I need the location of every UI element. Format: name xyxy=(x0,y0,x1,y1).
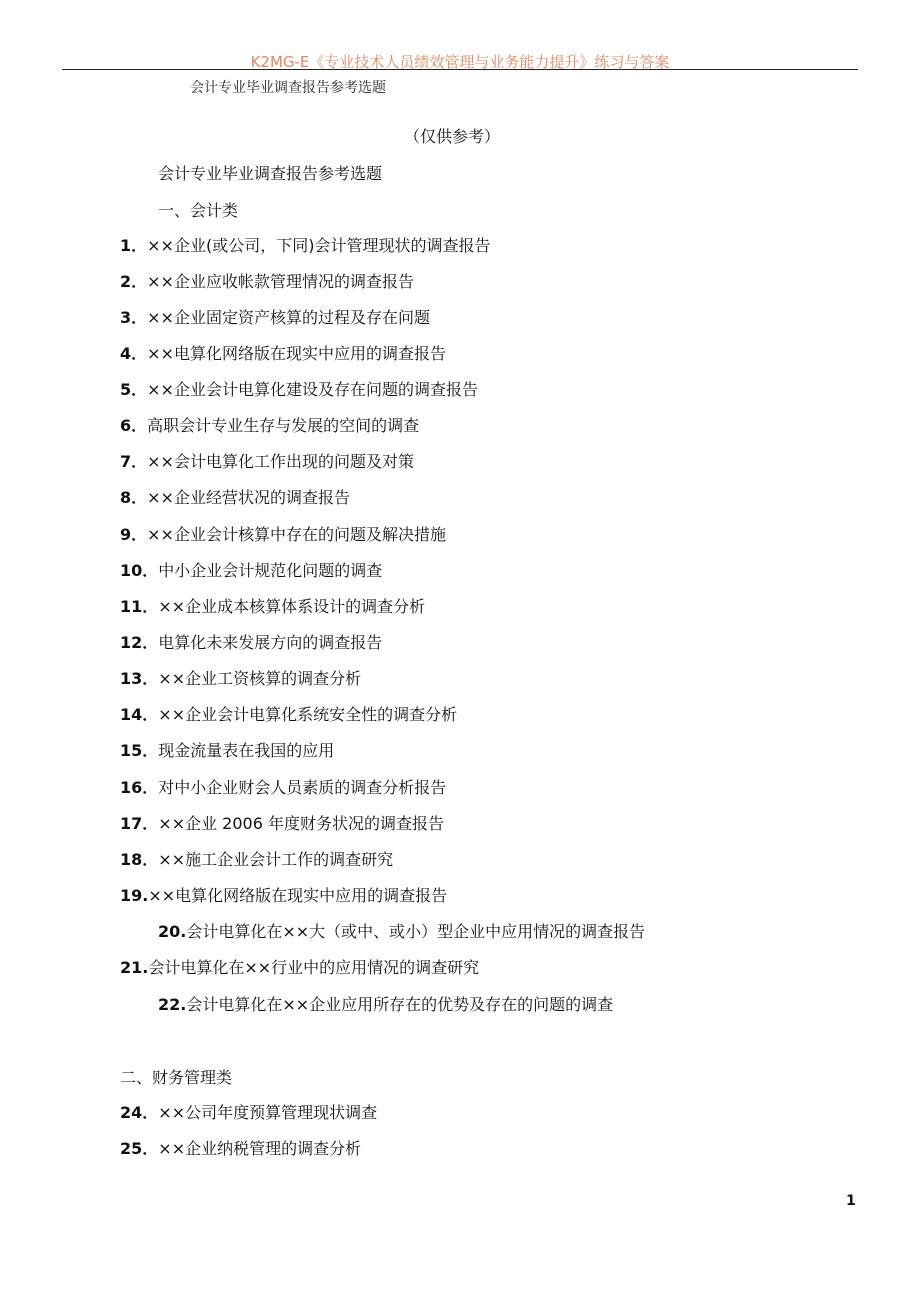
list-item: 8．××企业经营状况的调查报告 xyxy=(120,488,350,507)
list-item: 5．××企业会计电算化建设及存在问题的调查报告 xyxy=(120,380,478,399)
list-item: 20.会计电算化在××大（或中、或小）型企业中应用情况的调查报告 xyxy=(158,922,646,941)
list-item: 6．高职会计专业生存与发展的空间的调查 xyxy=(120,416,420,435)
section-heading-financial-management: 二、财务管理类 xyxy=(120,1068,233,1087)
list-item: 18．××施工企业会计工作的调查研究 xyxy=(120,850,394,869)
list-item: 14．××企业会计电算化系统安全性的调查分析 xyxy=(120,705,458,724)
list-item: 19.××电算化网络版在现实中应用的调查报告 xyxy=(120,886,448,905)
list-item: 17．××企业 2006 年度财务状况的调查报告 xyxy=(120,814,444,833)
section-heading-accounting: 一、会计类 xyxy=(158,201,239,220)
list-item: 12．电算化未来发展方向的调查报告 xyxy=(120,633,383,652)
list-item: 25．××企业纳税管理的调查分析 xyxy=(120,1139,362,1158)
list-item: 13．××企业工资核算的调查分析 xyxy=(120,669,362,688)
list-item: 22.会计电算化在××企业应用所存在的优势及存在的问题的调查 xyxy=(158,995,614,1014)
list-item: 15．现金流量表在我国的应用 xyxy=(120,741,335,760)
list-item: 2．××企业应收帐款管理情况的调查报告 xyxy=(120,272,414,291)
list-item: 7．××会计电算化工作出现的问题及对策 xyxy=(120,452,414,471)
header-rule xyxy=(62,69,858,70)
list-item: 4．××电算化网络版在现实中应用的调查报告 xyxy=(120,344,446,363)
list-item: 3．××企业固定资产核算的过程及存在问题 xyxy=(120,308,430,327)
list-item: 10．中小企业会计规范化问题的调查 xyxy=(120,561,383,580)
reference-note: （仅供参考） xyxy=(404,127,501,146)
page-number: 1 xyxy=(846,1193,856,1209)
list-item: 21.会计电算化在××行业中的应用情况的调查研究 xyxy=(120,958,480,977)
list-item: 1．××企业(或公司，下同)会计管理现状的调查报告 xyxy=(120,236,491,255)
list-item: 9．××企业会计核算中存在的问题及解决措施 xyxy=(120,525,446,544)
list-item: 16．对中小企业财会人员素质的调查分析报告 xyxy=(120,778,447,797)
list-item: 24．××公司年度预算管理现状调查 xyxy=(120,1103,378,1122)
main-title: 会计专业毕业调查报告参考选题 xyxy=(158,164,383,183)
document-subtitle: 会计专业毕业调查报告参考选题 xyxy=(190,80,386,96)
list-item: 11．××企业成本核算体系设计的调查分析 xyxy=(120,597,426,616)
page-header-title: K2MG-E《专业技术人员绩效管理与业务能力提升》练习与答案 xyxy=(250,53,670,71)
